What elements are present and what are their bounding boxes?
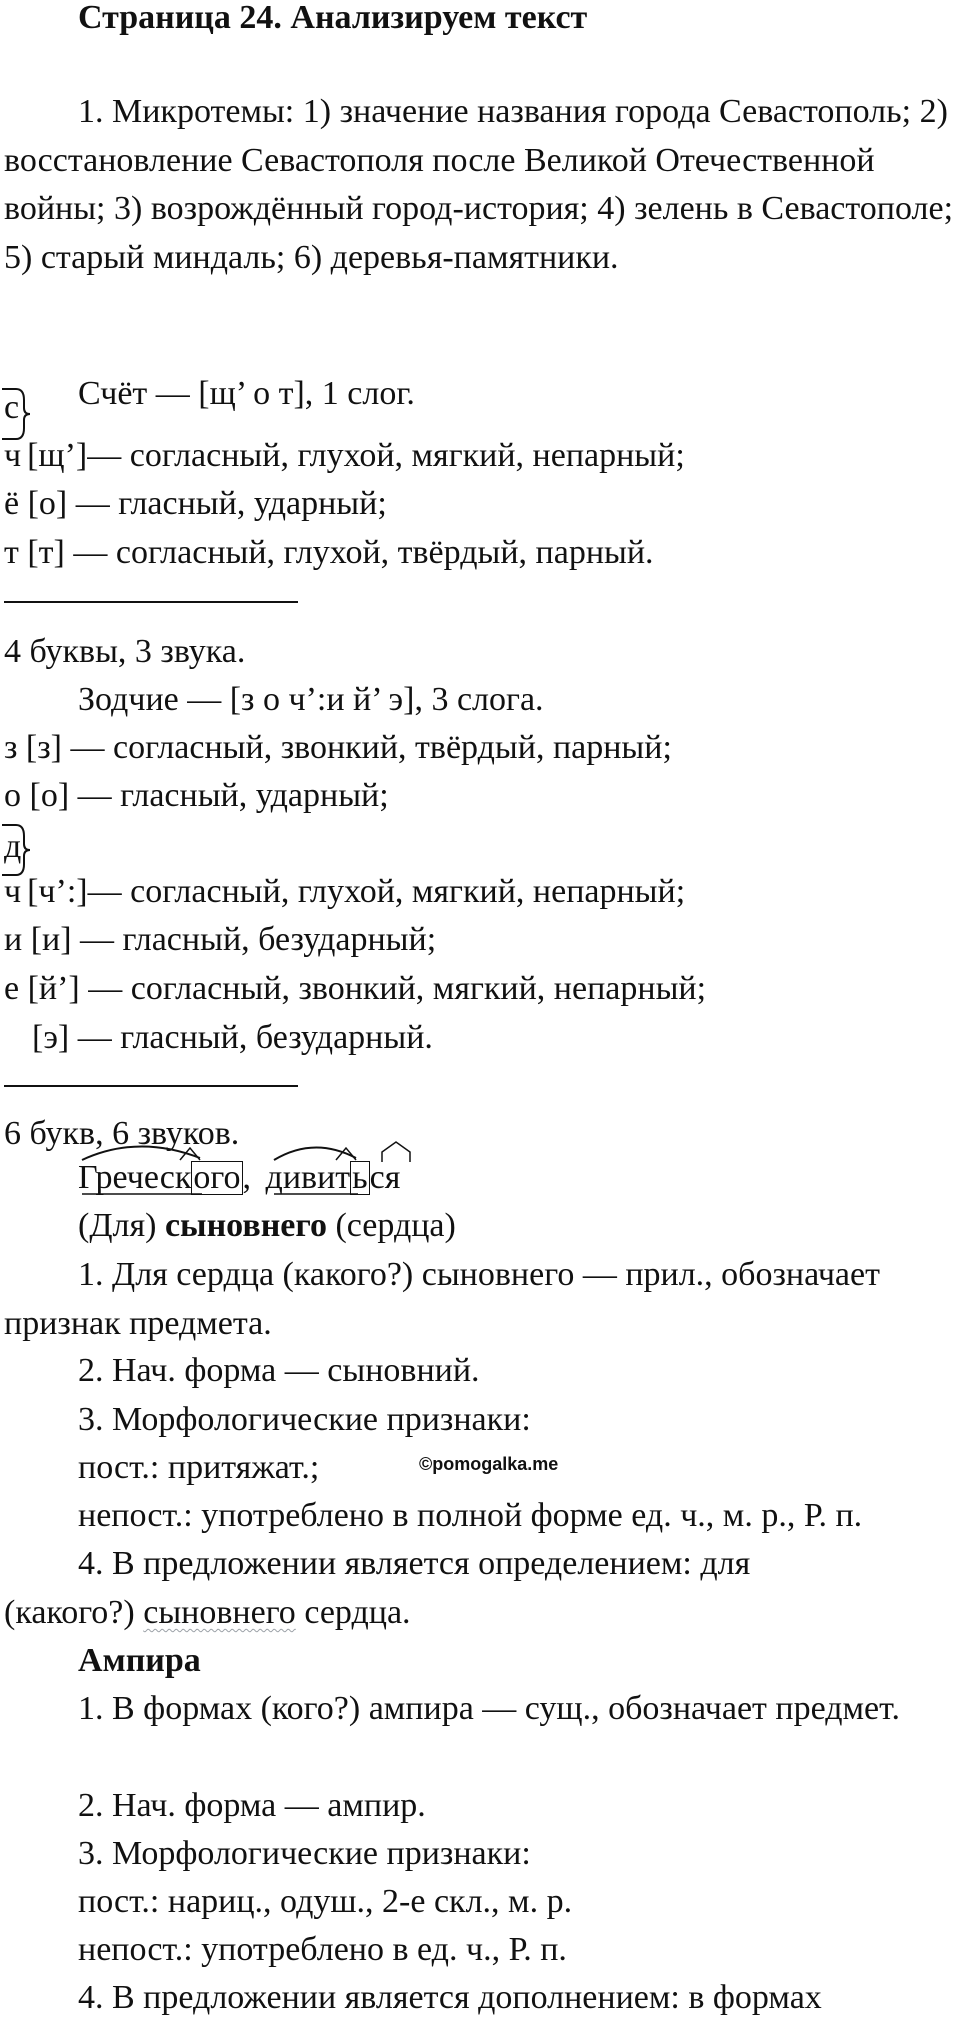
synovnego-point-1: 1. Для сердца (какого?) сыновнего — прил., обозначает признак предмета. bbox=[4, 1256, 880, 1342]
synovnego-word: сыновнего bbox=[164, 1207, 327, 1244]
zodchie-ch-desc: [ч’:]— согласный, глухой, мягкий, непарный; bbox=[27, 873, 686, 910]
word2-stem: дивит bbox=[265, 1159, 351, 1196]
separator-rule bbox=[4, 601, 298, 603]
schet-letter-ch: ч bbox=[4, 437, 22, 474]
ampira-point-2: 2. Нач. форма — ампир. bbox=[78, 1787, 426, 1824]
synovnego-question: (какого?) bbox=[4, 1594, 135, 1631]
schet-ch-row bbox=[4, 432, 685, 481]
zodchie-ch-row bbox=[4, 868, 685, 917]
word1-stem: Греческ bbox=[78, 1159, 192, 1196]
zodchie-i-row: и [и] — гласный, безударный; bbox=[4, 921, 437, 958]
ampira-point-1: 1. В формах (кого?) ампира — сущ., обозначает предмет. bbox=[78, 1690, 900, 1727]
synovnego-heading bbox=[78, 1202, 456, 1251]
schet-summary: 4 буквы, 3 звука. bbox=[4, 633, 246, 670]
schet-header: Счёт — [щ’ о т], 1 слог. bbox=[78, 375, 415, 412]
synovnego-nonconst: непост.: употреблено в полной форме ед. ч., м. р., Р. п. bbox=[78, 1497, 863, 1534]
synovnego-point-3: 3. Морфологические признаки: bbox=[78, 1401, 531, 1438]
synovnego-post: (сердца) bbox=[335, 1207, 456, 1244]
synovnego-underlined: сыновнего bbox=[143, 1594, 296, 1631]
ampira-heading: Ампира bbox=[78, 1642, 201, 1679]
separator-rule bbox=[4, 1085, 298, 1087]
ampira-point-3: 3. Морфологические признаки: bbox=[78, 1835, 531, 1872]
microthemes-paragraph: 1. Микротемы: 1) значение названия города Севастополь; 2) восстановление Севастополя после Великой Отечественной войны; 3) возрождённый город-история; 4) зелень в Севастополе; 5) старый миндаль; 6) деревья-памятники. bbox=[4, 93, 954, 276]
zodchie-summary: 6 букв, 6 звуков. bbox=[4, 1115, 240, 1152]
synovnego-noun: сердца. bbox=[304, 1594, 411, 1631]
watermark-text: ©pomogalka.me bbox=[419, 1454, 559, 1474]
synovnego-const: пост.: притяжат.; bbox=[78, 1449, 320, 1486]
schet-t-row: т [т] — согласный, глухой, твёрдый, парный. bbox=[4, 534, 654, 571]
comma: , bbox=[242, 1159, 252, 1196]
zodchie-e-row: е [й’] — согласный, звонкий, мягкий, непарный; bbox=[4, 970, 707, 1007]
ampira-point-4: 4. В предложении является дополнением: в формах bbox=[78, 1979, 822, 2016]
synovnego-point-2: 2. Нач. форма — сыновний. bbox=[78, 1352, 480, 1389]
zodchie-z-row: з [з] — согласный, звонкий, твёрдый, парный; bbox=[4, 729, 672, 766]
schet-yo-row: ё [о] — гласный, ударный; bbox=[4, 485, 387, 522]
synovnego-pre: (Для) bbox=[78, 1207, 157, 1244]
word2-ending: ь bbox=[352, 1159, 368, 1196]
zodchie-letter-d: д bbox=[4, 828, 22, 865]
schet-letter-s: с bbox=[4, 389, 20, 426]
synovnego-point-4: 4. В предложении является определением: для bbox=[78, 1545, 751, 1582]
schet-ch-desc: [щ’]— согласный, глухой, мягкий, непарный; bbox=[27, 437, 685, 474]
word1-ending: ого bbox=[193, 1159, 241, 1196]
word2-postfix: ся bbox=[369, 1159, 401, 1196]
page-heading: Страница 24. Анализируем текст bbox=[78, 0, 588, 36]
zodchie-letter-ch: ч bbox=[4, 873, 22, 910]
synovnego-point-4-cont bbox=[4, 1589, 411, 1638]
zodchie-header: Зодчие — [з о ч’:и й’ э], 3 слога. bbox=[78, 681, 544, 718]
ampira-nonconst: непост.: употреблено в ед. ч., Р. п. bbox=[78, 1931, 567, 1968]
zodchie-o-row: о [о] — гласный, ударный; bbox=[4, 777, 389, 814]
zodchie-e2-row: [э] — гласный, безударный. bbox=[32, 1019, 433, 1056]
ampira-const: пост.: нариц., одуш., 2-е скл., м. р. bbox=[78, 1883, 573, 1920]
